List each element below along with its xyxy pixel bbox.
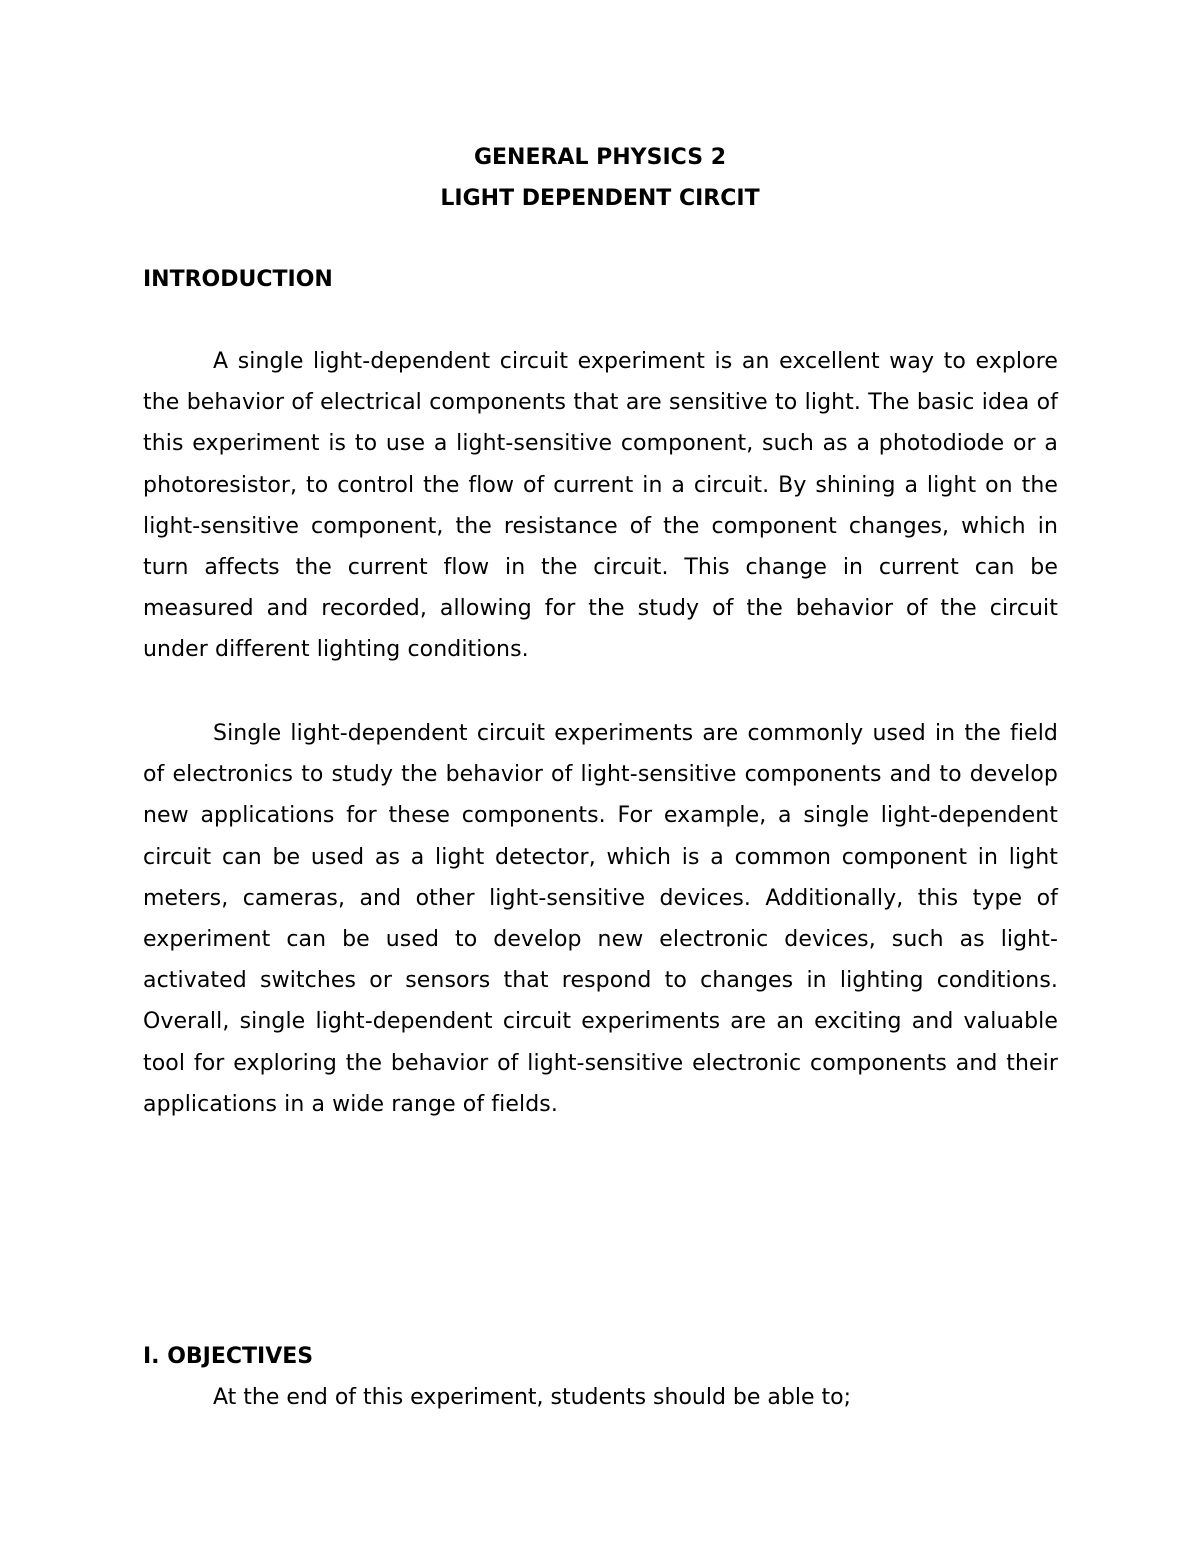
objectives-heading: I. OBJECTIVES (143, 1344, 314, 1369)
introduction-paragraph-1: A single light-dependent circuit experiment is an excellent way to explore the behavior of electrical components that are sensitive to light. The basic idea of this experiment is to use a light-sensitive component, such as a photodiode or a photoresistor, to control the flow of current in a circuit. By shining a light on the light-sensitive component, the resistance of the component changes, which in turn affects the current flow in the circuit. This change in current can be measured and recorded, allowing for the study of the behavior of the circuit under different lighting conditions. (143, 349, 1058, 663)
document-title: GENERAL PHYSICS 2 (473, 145, 727, 170)
introduction-paragraph-2: Single light-dependent circuit experiments are commonly used in the field of electronics to study the behavior of light-sensitive components and to develop new applications for these components. For example, a single light-dependent circuit can be used as a light detector, which is a common component in light meters, cameras, and other light-sensitive devices. Additionally, this type of experiment can be used to develop new electronic devices, such as light-activated switches or sensors that respond to changes in lighting conditions. Overall, single light-dependent circuit experiments are an exciting and valuable tool for exploring the behavior of light-sensitive electronic components and their applications in a wide range of fields. (143, 721, 1058, 1117)
objectives-lead-text: At the end of this experiment, students should be able to; (213, 1385, 852, 1410)
introduction-heading: INTRODUCTION (143, 267, 333, 292)
document-subtitle: LIGHT DEPENDENT CIRCIT (440, 186, 760, 211)
